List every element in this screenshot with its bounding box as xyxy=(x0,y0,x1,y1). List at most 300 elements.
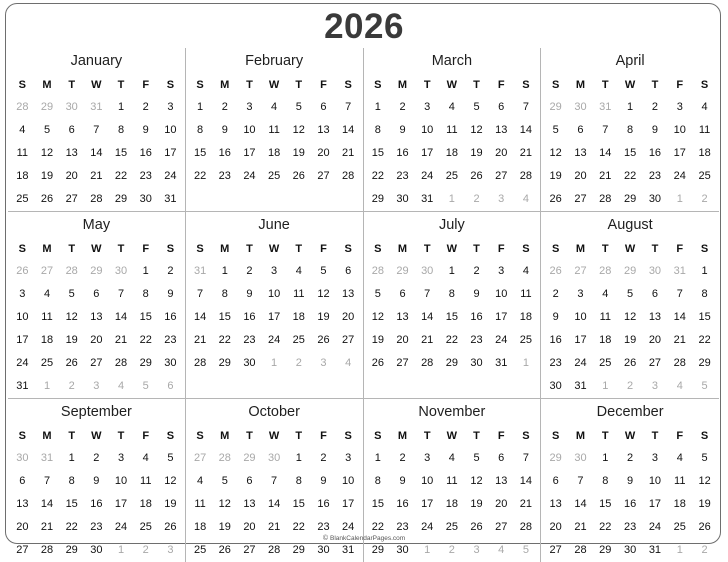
day-cell: 25 xyxy=(698,170,711,182)
day-cell: 30 xyxy=(648,193,662,205)
day-cell: 13 xyxy=(574,147,587,159)
day-cell: 10 xyxy=(574,311,587,323)
day-cell-outside: 30 xyxy=(648,265,662,277)
day-cell: 8 xyxy=(448,288,455,300)
day-cell: 8 xyxy=(627,124,634,136)
day-cell: 7 xyxy=(345,101,352,113)
day-cell: 9 xyxy=(627,475,634,487)
weekday-header: T xyxy=(295,430,303,442)
day-cell: 21 xyxy=(421,334,434,346)
weekday-header: T xyxy=(473,79,480,91)
day-cell: 11 xyxy=(520,288,532,300)
day-cell-outside: 29 xyxy=(549,101,562,113)
day-cell-outside: 31 xyxy=(90,101,103,113)
weekday-header: T xyxy=(423,79,431,91)
day-cell-outside: 31 xyxy=(673,265,686,277)
month-name: March xyxy=(431,53,473,69)
day-cell: 30 xyxy=(164,357,177,369)
weekday-header: T xyxy=(117,79,125,91)
day-cell: 12 xyxy=(549,147,562,159)
day-cell: 24 xyxy=(16,357,29,369)
day-cell: 8 xyxy=(197,124,204,136)
day-cell: 17 xyxy=(164,147,177,159)
day-cell: 18 xyxy=(292,311,305,323)
day-cell-outside: 2 xyxy=(701,544,708,556)
weekday-header: W xyxy=(446,243,458,255)
day-cell: 9 xyxy=(651,124,658,136)
weekday-header: S xyxy=(166,430,175,442)
day-cell: 20 xyxy=(243,521,256,533)
day-cell: 22 xyxy=(599,521,612,533)
month-may xyxy=(8,212,186,399)
weekday-header: M xyxy=(575,430,586,442)
day-cell: 18 xyxy=(16,170,29,182)
day-cell: 17 xyxy=(673,147,686,159)
weekday-header: F xyxy=(676,430,684,442)
day-cell: 11 xyxy=(194,498,206,510)
day-cell: 4 xyxy=(197,475,204,487)
calendar-frame xyxy=(5,3,721,556)
weekday-header: S xyxy=(166,79,175,91)
day-cell: 24 xyxy=(673,170,686,182)
day-cell: 21 xyxy=(114,334,128,346)
day-cell: 25 xyxy=(193,544,207,556)
day-cell: 9 xyxy=(473,288,480,300)
day-cell: 2 xyxy=(552,288,559,300)
day-cell: 27 xyxy=(574,193,587,205)
day-cell: 8 xyxy=(142,288,149,300)
weekday-header: S xyxy=(522,430,530,442)
weekday-header: T xyxy=(246,79,253,91)
day-cell: 2 xyxy=(627,452,634,464)
day-cell: 27 xyxy=(90,357,103,369)
day-cell: 2 xyxy=(246,265,253,277)
day-cell-outside: 6 xyxy=(167,380,174,392)
day-cell-outside: 3 xyxy=(498,193,505,205)
day-cell: 22 xyxy=(193,170,207,182)
footer-credit xyxy=(6,534,722,543)
day-cell: 3 xyxy=(271,265,278,277)
day-cell: 23 xyxy=(470,334,483,346)
day-cell-outside: 4 xyxy=(117,380,125,392)
day-cell: 15 xyxy=(599,498,612,510)
weekday-header: S xyxy=(551,243,560,255)
day-cell: 26 xyxy=(371,357,384,369)
day-cell: 13 xyxy=(65,147,78,159)
day-cell-outside: 5 xyxy=(522,544,529,556)
weekday-header: T xyxy=(295,243,303,255)
day-cell: 9 xyxy=(167,288,174,300)
day-cell: 10 xyxy=(16,311,29,323)
day-cell: 5 xyxy=(473,101,480,113)
day-cell: 30 xyxy=(90,544,103,556)
day-cell: 1 xyxy=(295,452,302,464)
day-cell: 11 xyxy=(268,124,280,136)
day-cell: 27 xyxy=(495,170,508,182)
day-cell: 20 xyxy=(342,311,355,323)
weekday-header: T xyxy=(117,430,125,442)
day-cell: 27 xyxy=(65,193,78,205)
day-cell: 11 xyxy=(16,147,29,159)
day-cell: 23 xyxy=(139,170,152,182)
day-cell: 26 xyxy=(549,193,562,205)
day-cell: 7 xyxy=(676,288,683,300)
day-cell: 23 xyxy=(164,334,177,346)
day-cell: 4 xyxy=(295,265,302,277)
day-cell: 6 xyxy=(577,124,584,136)
day-cell: 2 xyxy=(651,101,658,113)
day-cell: 21 xyxy=(519,147,533,159)
weekday-header: S xyxy=(551,79,560,91)
day-cell: 31 xyxy=(648,544,662,556)
day-cell: 16 xyxy=(549,334,562,346)
day-cell: 11 xyxy=(446,124,458,136)
day-cell-outside: 1 xyxy=(117,544,125,556)
day-cell: 12 xyxy=(470,475,483,487)
day-cell: 25 xyxy=(40,357,54,369)
weekday-header: S xyxy=(196,243,204,255)
day-cell: 13 xyxy=(243,498,256,510)
day-cell: 26 xyxy=(218,544,231,556)
day-cell: 16 xyxy=(470,311,483,323)
weekday-header: S xyxy=(374,430,382,442)
day-cell: 6 xyxy=(93,288,100,300)
day-cell: 19 xyxy=(698,498,711,510)
day-cell: 11 xyxy=(140,475,152,487)
weekday-header: S xyxy=(551,430,560,442)
weekday-header: W xyxy=(268,79,280,91)
day-cell: 1 xyxy=(374,101,381,113)
day-cell-outside: 1 xyxy=(271,357,278,369)
day-cell: 11 xyxy=(293,288,305,300)
day-cell: 23 xyxy=(648,170,662,182)
day-cell: 19 xyxy=(317,311,330,323)
day-cell: 1 xyxy=(602,452,609,464)
day-cell: 11 xyxy=(599,311,611,323)
day-cell-outside: 30 xyxy=(267,452,281,464)
day-cell: 14 xyxy=(421,311,434,323)
day-cell-outside: 2 xyxy=(701,193,708,205)
day-cell: 6 xyxy=(399,288,406,300)
day-cell-outside: 29 xyxy=(40,101,54,113)
day-cell: 7 xyxy=(424,288,431,300)
weekday-header: T xyxy=(601,430,609,442)
day-cell: 16 xyxy=(243,311,256,323)
weekday-header: T xyxy=(601,79,609,91)
day-cell-outside: 2 xyxy=(473,193,480,205)
weekday-header: W xyxy=(624,243,636,255)
day-cell: 10 xyxy=(114,475,128,487)
day-cell: 8 xyxy=(117,124,125,136)
day-cell: 27 xyxy=(549,544,562,556)
weekday-header: M xyxy=(220,243,230,255)
day-cell: 14 xyxy=(342,124,355,136)
day-cell: 13 xyxy=(648,311,662,323)
day-cell: 4 xyxy=(522,265,529,277)
weekday-header: S xyxy=(700,243,709,255)
day-cell: 30 xyxy=(470,357,483,369)
day-cell: 16 xyxy=(90,498,103,510)
day-cell-outside: 5 xyxy=(701,380,708,392)
weekday-header: W xyxy=(446,430,458,442)
day-cell: 6 xyxy=(651,288,658,300)
day-cell: 20 xyxy=(317,147,330,159)
day-cell: 18 xyxy=(139,498,152,510)
weekday-header: T xyxy=(68,430,76,442)
day-cell: 9 xyxy=(399,475,406,487)
weekday-header: T xyxy=(68,79,76,91)
weekday-header: W xyxy=(624,79,636,91)
day-cell: 20 xyxy=(90,334,103,346)
day-cell: 2 xyxy=(167,265,174,277)
day-cell: 2 xyxy=(320,452,327,464)
day-cell: 5 xyxy=(552,124,559,136)
weekday-header: W xyxy=(446,79,458,91)
day-cell: 26 xyxy=(470,170,483,182)
day-cell-outside: 2 xyxy=(627,380,634,392)
weekday-header: F xyxy=(320,430,327,442)
day-cell: 18 xyxy=(445,498,458,510)
day-cell: 29 xyxy=(371,193,384,205)
day-cell: 19 xyxy=(164,498,177,510)
month-name: September xyxy=(60,404,132,420)
day-cell: 8 xyxy=(602,475,609,487)
day-cell: 26 xyxy=(317,334,330,346)
month-june xyxy=(186,212,364,399)
day-cell: 27 xyxy=(16,544,29,556)
day-cell: 10 xyxy=(267,288,281,300)
day-cell: 18 xyxy=(40,334,54,346)
day-cell: 15 xyxy=(623,147,637,159)
day-cell: 31 xyxy=(495,357,508,369)
day-cell: 22 xyxy=(218,334,231,346)
day-cell: 3 xyxy=(345,452,352,464)
day-cell: 22 xyxy=(371,170,384,182)
day-cell-outside: 27 xyxy=(193,452,207,464)
day-cell: 6 xyxy=(246,475,253,487)
day-cell-outside: 29 xyxy=(623,265,637,277)
day-cell-outside: 30 xyxy=(65,101,78,113)
day-cell: 5 xyxy=(627,288,634,300)
weekday-header: T xyxy=(68,243,76,255)
day-cell: 5 xyxy=(167,452,174,464)
day-cell: 7 xyxy=(271,475,278,487)
day-cell-outside: 4 xyxy=(498,544,505,556)
weekday-header: S xyxy=(18,79,26,91)
day-cell: 4 xyxy=(19,124,26,136)
day-grid xyxy=(366,74,539,211)
day-cell: 3 xyxy=(498,265,505,277)
day-cell: 3 xyxy=(676,101,683,113)
day-cell: 25 xyxy=(445,170,458,182)
day-cell: 27 xyxy=(495,521,508,533)
day-cell: 20 xyxy=(574,170,587,182)
day-cell: 13 xyxy=(90,311,103,323)
weekday-header: S xyxy=(196,430,204,442)
day-cell: 21 xyxy=(40,521,54,533)
weekday-header: S xyxy=(522,79,530,91)
year-title: 2026 xyxy=(324,7,404,46)
day-cell: 19 xyxy=(623,334,637,346)
day-cell: 24 xyxy=(342,521,355,533)
weekday-header: M xyxy=(220,79,230,91)
month-name: February xyxy=(245,53,304,69)
day-cell: 1 xyxy=(221,265,228,277)
day-cell: 20 xyxy=(16,521,29,533)
month-july xyxy=(364,212,542,399)
day-cell: 17 xyxy=(421,147,434,159)
day-cell-outside: 2 xyxy=(142,544,149,556)
day-cell: 11 xyxy=(446,475,458,487)
day-cell: 20 xyxy=(648,334,662,346)
day-cell: 29 xyxy=(218,357,231,369)
day-cell-outside: 1 xyxy=(676,544,683,556)
day-cell: 29 xyxy=(114,193,128,205)
day-cell: 22 xyxy=(139,334,152,346)
weekday-header: M xyxy=(42,243,52,255)
day-cell: 5 xyxy=(473,452,480,464)
weekday-header: M xyxy=(397,243,408,255)
day-cell: 15 xyxy=(218,311,231,323)
month-name: December xyxy=(596,404,664,420)
day-cell: 27 xyxy=(243,544,256,556)
day-cell: 19 xyxy=(292,147,305,159)
day-cell: 5 xyxy=(320,265,327,277)
month-name: June xyxy=(258,217,290,233)
day-cell-outside: 1 xyxy=(43,380,51,392)
weekday-header: F xyxy=(320,79,327,91)
day-cell: 23 xyxy=(90,521,103,533)
day-cell: 24 xyxy=(495,334,508,346)
day-cell: 28 xyxy=(267,544,281,556)
day-cell: 7 xyxy=(93,124,100,136)
day-cell: 14 xyxy=(90,147,103,159)
day-cell: 26 xyxy=(65,357,78,369)
day-grid xyxy=(543,238,717,398)
day-cell: 5 xyxy=(374,288,381,300)
weekday-header: T xyxy=(651,430,659,442)
day-cell: 17 xyxy=(421,498,434,510)
day-cell: 17 xyxy=(342,498,355,510)
day-cell: 31 xyxy=(342,544,355,556)
day-cell: 28 xyxy=(673,357,686,369)
weekday-header: F xyxy=(142,430,150,442)
day-cell: 14 xyxy=(193,311,207,323)
day-cell-outside: 1 xyxy=(676,193,683,205)
day-cell: 16 xyxy=(139,147,152,159)
day-cell: 1 xyxy=(701,265,708,277)
month-august xyxy=(541,212,719,399)
day-cell: 8 xyxy=(701,288,708,300)
day-cell: 25 xyxy=(519,334,533,346)
day-cell: 25 xyxy=(445,521,458,533)
calendar-icon: © xyxy=(322,535,328,542)
weekday-header: F xyxy=(142,79,150,91)
day-cell: 1 xyxy=(142,265,149,277)
day-cell: 19 xyxy=(65,334,78,346)
day-cell: 22 xyxy=(114,170,128,182)
weekday-header: W xyxy=(91,79,102,91)
day-cell: 16 xyxy=(623,498,637,510)
day-cell: 2 xyxy=(473,265,480,277)
day-cell: 5 xyxy=(68,288,75,300)
day-cell: 29 xyxy=(292,544,305,556)
day-cell: 18 xyxy=(519,311,533,323)
day-cell: 30 xyxy=(396,544,409,556)
day-cell: 2 xyxy=(221,101,228,113)
day-cell: 21 xyxy=(519,498,533,510)
month-name: April xyxy=(615,53,645,69)
day-cell: 15 xyxy=(65,498,78,510)
day-cell: 7 xyxy=(197,288,204,300)
weekday-header: T xyxy=(473,430,480,442)
weekday-header: S xyxy=(522,243,530,255)
day-cell: 4 xyxy=(271,101,278,113)
month-name: January xyxy=(70,53,123,69)
day-cell: 31 xyxy=(164,193,177,205)
day-cell: 2 xyxy=(142,101,149,113)
day-cell-outside: 31 xyxy=(40,452,54,464)
day-cell: 10 xyxy=(648,475,662,487)
day-cell: 30 xyxy=(549,380,562,392)
day-grid xyxy=(366,238,539,375)
day-cell-outside: 27 xyxy=(574,265,587,277)
day-cell: 26 xyxy=(470,521,483,533)
day-cell: 5 xyxy=(43,124,51,136)
day-cell: 12 xyxy=(698,475,711,487)
day-cell: 10 xyxy=(164,124,177,136)
day-cell: 15 xyxy=(114,147,128,159)
day-cell: 12 xyxy=(470,124,483,136)
day-cell: 29 xyxy=(623,193,637,205)
day-cell: 4 xyxy=(448,452,455,464)
day-cell: 29 xyxy=(139,357,152,369)
weekday-header: F xyxy=(142,243,150,255)
day-cell: 3 xyxy=(167,101,174,113)
day-cell-outside: 28 xyxy=(371,265,384,277)
day-cell: 15 xyxy=(698,311,711,323)
day-cell: 14 xyxy=(267,498,281,510)
day-cell: 21 xyxy=(673,334,686,346)
day-cell-outside: 30 xyxy=(574,101,587,113)
day-cell-outside: 29 xyxy=(243,452,256,464)
day-cell-outside: 4 xyxy=(522,193,529,205)
day-cell: 28 xyxy=(574,544,587,556)
day-cell: 3 xyxy=(424,101,431,113)
month-name: November xyxy=(418,404,486,420)
day-cell: 20 xyxy=(396,334,409,346)
day-cell: 5 xyxy=(221,475,228,487)
weekday-header: S xyxy=(344,243,352,255)
weekday-header: S xyxy=(166,243,175,255)
weekday-header: M xyxy=(397,79,408,91)
day-cell: 9 xyxy=(399,124,406,136)
day-cell: 26 xyxy=(40,193,54,205)
day-cell: 29 xyxy=(371,544,384,556)
weekday-header: F xyxy=(676,79,684,91)
day-cell-outside: 4 xyxy=(676,380,683,392)
day-cell: 1 xyxy=(374,452,381,464)
weekday-header: F xyxy=(497,430,505,442)
day-cell: 21 xyxy=(267,521,281,533)
day-cell: 26 xyxy=(292,170,305,182)
day-cell: 17 xyxy=(243,147,256,159)
day-cell: 29 xyxy=(698,357,711,369)
weekday-header: T xyxy=(246,430,253,442)
day-cell: 20 xyxy=(495,147,508,159)
day-cell: 23 xyxy=(623,521,637,533)
day-cell: 13 xyxy=(396,311,409,323)
